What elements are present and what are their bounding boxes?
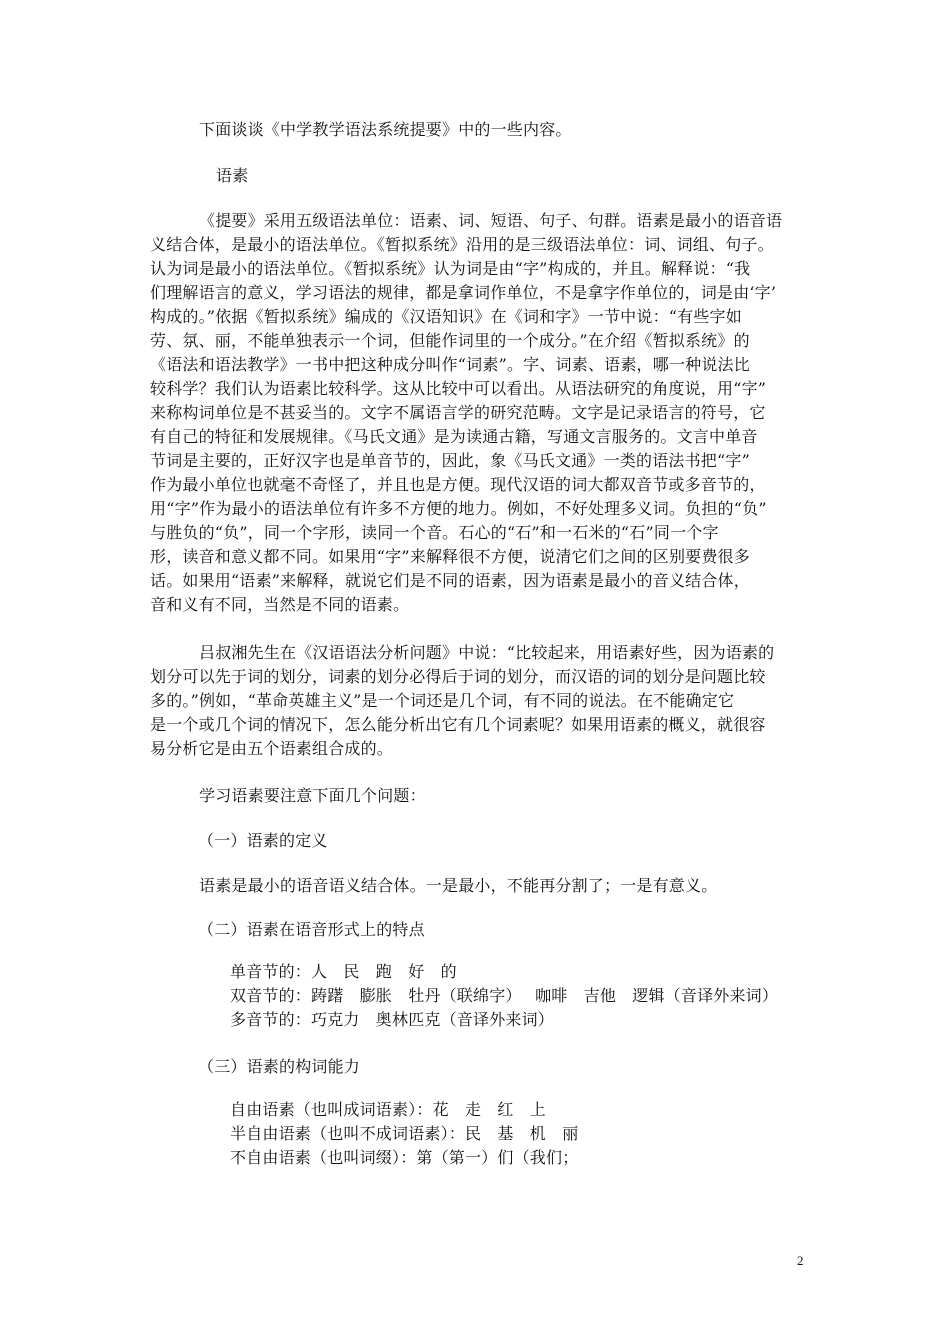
- paragraph-line: 多的。”例如，“革命英雄主义”是一个词还是几个词，有不同的说法。在不能确定它: [150, 691, 735, 710]
- list-item: 自由语素（也叫成词语素）：花 走 红 上: [230, 1100, 547, 1119]
- paragraph-line: 话。如果用“语素”来解释，就说它们是不同的语素，因为语素是最小的音义结合体，: [150, 571, 750, 590]
- paragraph-line: 作为最小单位也就毫不奇怪了，并且也是方便。现代汉语的词大都双音节或多音节的，: [150, 475, 766, 494]
- intro-line: 下面谈谈《中学教学语法系统提要》中的一些内容。: [199, 120, 572, 139]
- paragraph-3: 学习语素要注意下面几个问题：: [199, 786, 426, 805]
- section-title: 语素: [216, 166, 249, 185]
- paragraph-line: 用“字”作为最小的语法单位有许多不方便的地力。例如，不好处理多义词。负担的“负”: [150, 499, 767, 518]
- list-item: 双音节的：踌躇 膨胀 牡丹（联绵字） 咖啡 吉他 逻辑（音译外来词）: [230, 986, 779, 1005]
- subsection-1-title: （一）语素的定义: [198, 831, 328, 850]
- subsection-2-title: （二）语素在语音形式上的特点: [198, 920, 425, 939]
- paragraph-line: 们理解语言的意义，学习语法的规律，都是拿词作单位，不是拿字作单位的，词是由‘字’: [150, 283, 777, 302]
- paragraph-line: 吕叔湘先生在《汉语语法分析问题》中说：“比较起来，用语素好些，因为语素的: [199, 643, 775, 662]
- list-item: 不自由语素（也叫词缀）：第（第一）们（我们；: [230, 1148, 579, 1167]
- list-item: 多音节的：巧克力 奥林匹克（音译外来词）: [230, 1010, 555, 1029]
- paragraph-line: 较科学？我们认为语素比较科学。这从比较中可以看出。从语法研究的角度说，用“字”: [150, 379, 767, 398]
- paragraph-line: 易分析它是由五个语素组合成的。: [150, 739, 394, 758]
- paragraph-line: 义结合体，是最小的语法单位。《暂拟系统》沿用的是三级语法单位：词、词组、句子。: [150, 235, 774, 254]
- paragraph-line: 有自己的特征和发展规律。《马氏文通》是为读通古籍，写通文言服务的。文言中单音: [150, 427, 758, 446]
- paragraph-line: 形，读音和意义都不同。如果用“字”来解释很不方便，说清它们之间的区别要费很多: [150, 547, 750, 566]
- paragraph-line: 音和义有不同，当然是不同的语素。: [150, 595, 410, 614]
- list-item: 半自由语素（也叫不成词语素）：民 基 机 丽: [230, 1124, 579, 1143]
- paragraph-line: 劳、氛、丽，不能单独表示一个词，但能作词里的一个成分。”在介绍《暂拟系统》的: [150, 331, 750, 350]
- paragraph-line: 节词是主要的，正好汉字也是单音节的，因此，象《马氏文通》一类的语法书把“字”: [150, 451, 750, 470]
- paragraph-line: 划分可以先于词的划分，词素的划分必得后于词的划分，而汉语的词的划分是问题比较: [150, 667, 766, 686]
- subsection-3-title: （三）语素的构词能力: [198, 1057, 361, 1076]
- paragraph-line: 《语法和语法教学》一书中把这种成分叫作“词素”。字、词素、语素，哪一种说法比: [150, 355, 750, 374]
- page-number: 2: [797, 1253, 804, 1268]
- list-item: 单音节的：人 民 跑 好 的: [230, 962, 457, 981]
- paragraph-line: 来称构词单位是不甚妥当的。文字不属语言学的研究范畴。文字是记录语言的符号，它: [150, 403, 766, 422]
- paragraph-line: 与胜负的“负”，同一个字形，读同一个音。石心的“石”和一石米的“石”同一个字: [150, 523, 719, 542]
- paragraph-line: 构成的。”依据《暂拟系统》编成的《汉语知识》在《词和字》一节中说：“有些字如: [150, 307, 742, 326]
- subsection-1-text: 语素是最小的语音语义结合体。一是最小，不能再分割了；一是有意义。: [199, 876, 718, 895]
- paragraph-line: 《提要》采用五级语法单位：语素、词、短语、句子、句群。语素是最小的语音语: [199, 211, 783, 230]
- paragraph-line: 认为词是最小的语法单位。《暂拟系统》认为词是由“字”构成的，并且。解释说：“我: [150, 259, 751, 278]
- paragraph-line: 是一个或几个词的情况下，怎么能分析出它有几个词素呢？如果用语素的概义，就很容: [150, 715, 766, 734]
